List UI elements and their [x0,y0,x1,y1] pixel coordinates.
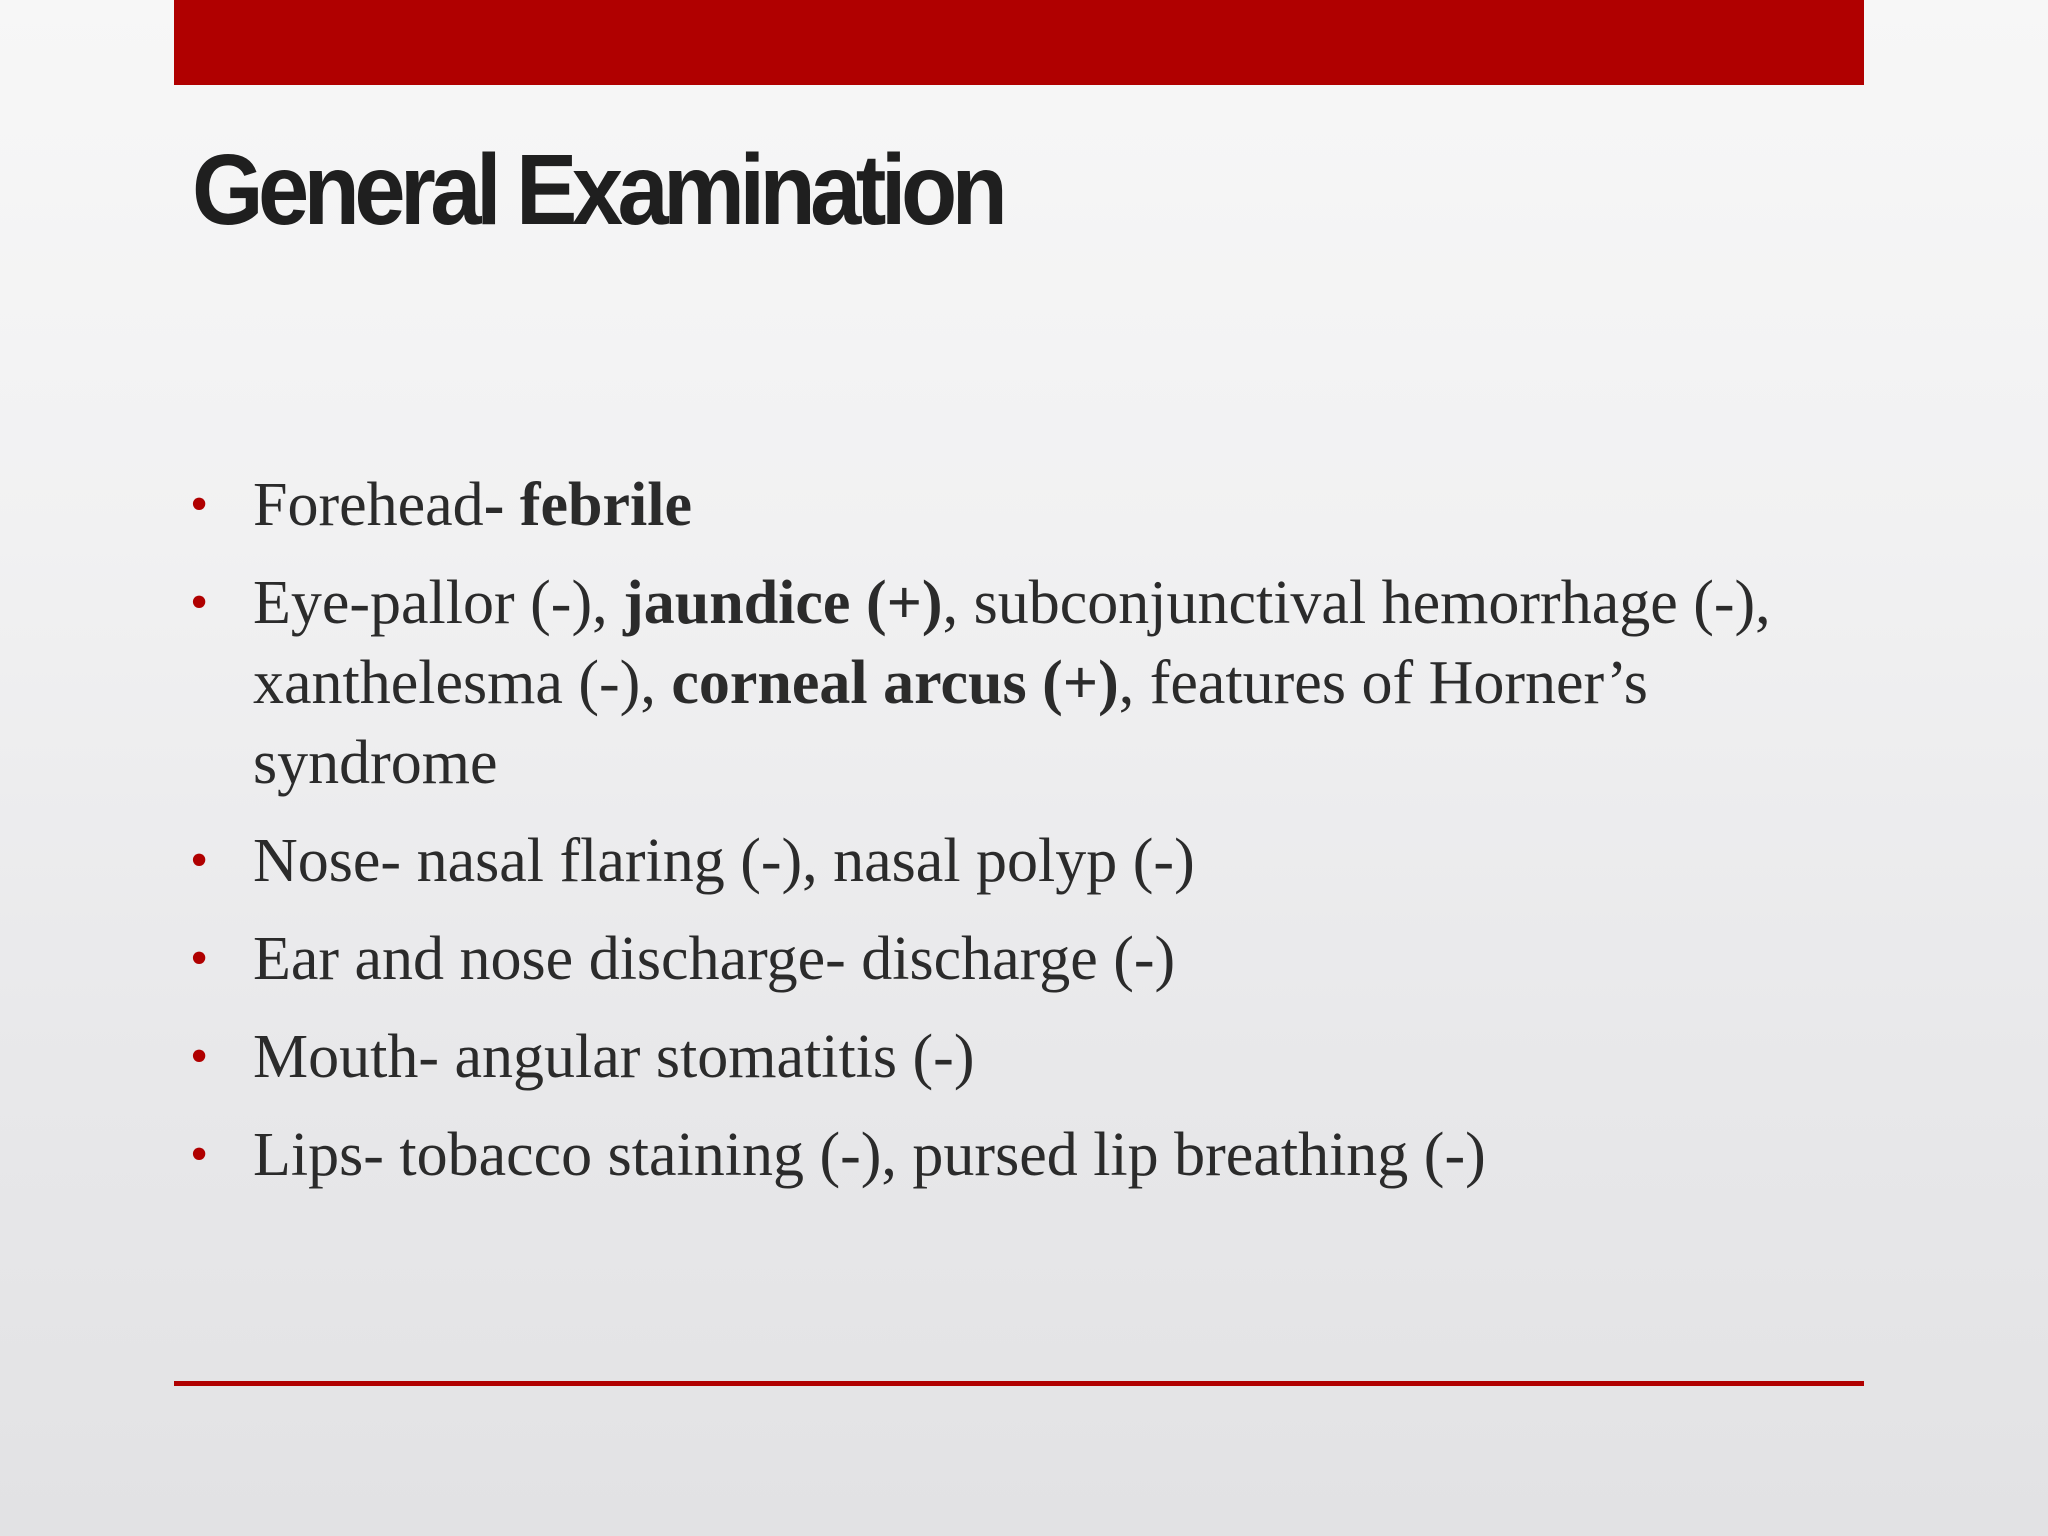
bullet-text: Mouth- angular stomatitis (-) [253,1023,975,1091]
bullet-text-bold: - febrile [483,471,692,539]
bullet-text: Eye-pallor (-), [253,569,624,637]
bullet-item-lips [190,1115,1870,1195]
bullet-list [190,465,1870,1213]
bullet-icon: • [190,574,209,631]
bullet-icon: • [190,832,209,889]
bullet-item-eye [190,563,1870,803]
bullet-item-ear-nose-discharge [190,919,1870,999]
bullet-item-forehead [190,465,1870,545]
bullet-text-bold: jaundice (+) [623,569,943,637]
bullet-text-bold: corneal arcus (+) [671,649,1119,717]
bullet-icon: • [190,930,209,987]
bullet-text: , subconjunctival hemorrhage (-), xanthelesma (-), [253,569,1771,717]
bullet-text: Ear and nose discharge- discharge (-) [253,925,1176,993]
bullet-item-nose [190,821,1870,901]
slide-title: General Examination [192,134,1003,246]
bullet-icon: • [190,476,209,533]
bullet-text: Nose- nasal flaring (-), nasal polyp (-) [253,827,1195,895]
bottom-accent-rule [174,1381,1864,1386]
bullet-text: Lips- tobacco staining (-), pursed lip breathing (-) [253,1121,1486,1189]
bullet-text: Forehead [253,471,484,539]
bullet-text: , features of Horner’s syndrome [253,649,1648,797]
bullet-item-mouth [190,1017,1870,1097]
top-accent-bar [174,0,1864,85]
bullet-icon: • [190,1126,209,1183]
bullet-icon: • [190,1028,209,1085]
